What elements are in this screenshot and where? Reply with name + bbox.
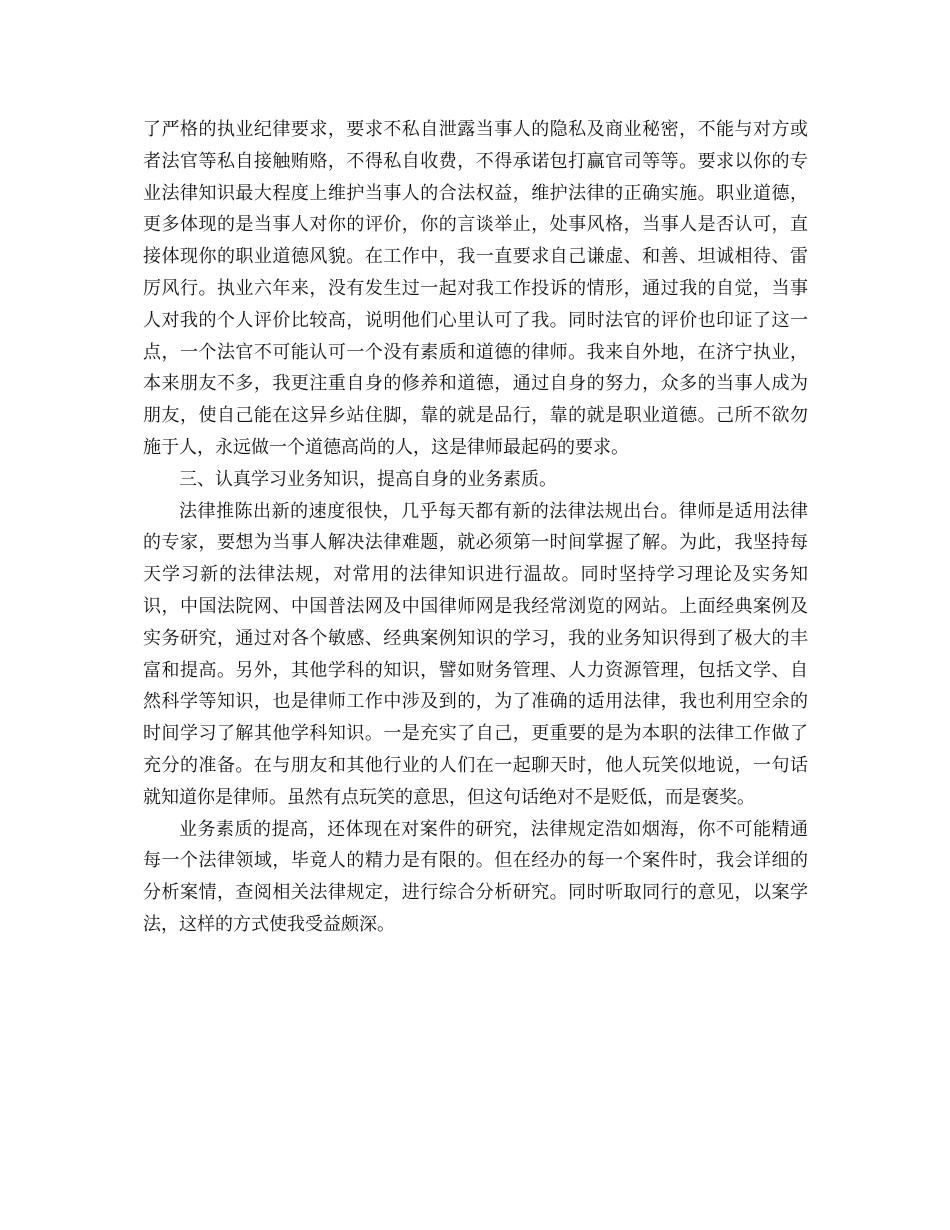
document-body — [143, 114, 808, 941]
paragraph-study-law: 法律推陈出新的速度很快，几乎每天都有新的法律法规出台。律师是适用法律的专家，要想为当事人解决法律难题，就必须第一时间掌握了解。为此，我坚持每天学习新的法律法规，对常用的法律知识进行温故。同时坚持学习理论及实务知识，中国法院网、中国普法网及中国律师网是我经常浏览的网站。上面经典案例及实务研究，通过对各个敏感、经典案例知识的学习，我的业务知识得到了极大的丰富和提高。另外，其他学科的知识，譬如财务管理、人力资源管理，包括文学、自然科学等知识，也是律师工作中涉及到的，为了准确的适用法律，我也利用空余的时间学习了解其他学科知识。一是充实了自己，更重要的是为本职的法律工作做了充分的准备。在与朋友和其他行业的人们在一起聊天时，他人玩笑似地说，一句话就知道你是律师。虽然有点玩笑的意思，但这句话绝对不是贬低，而是褒奖。 — [143, 500, 808, 808]
paragraph-professional-ethics: 了严格的执业纪律要求，要求不私自泄露当事人的隐私及商业秘密，不能与对方或者法官等私自接触贿赂，不得私自收费，不得承诺包打赢官司等等。要求以你的专业法律知识最大程度上维护当事人的合法权益，维护法律的正确实施。职业道德，更多体现的是当事人对你的评价，你的言谈举止，处事风格，当事人是否认可，直接体现你的职业道德风貌。在工作中，我一直要求自己谦虚、和善、坦诚相待、雷厉风行。执业六年来，没有发生过一起对我工作投诉的情形，通过我的自觉，当事人对我的个人评价比较高，说明他们心里认可了我。同时法官的评价也印证了这一点，一个法官不可能认可一个没有素质和道德的律师。我来自外地，在济宁执业，本来朋友不多，我更注重自身的修养和道德，通过自身的努力，众多的当事人成为朋友，使自己能在这异乡站住脚，靠的就是品行，靠的就是职业道德。己所不欲勿施于人，永远做一个道德高尚的人，这是律师最起码的要求。 — [143, 119, 808, 458]
paragraph-case-research: 业务素质的提高，还体现在对案件的研究，法律规定浩如烟海，你不可能精通每一个法律领域，毕竟人的精力是有限的。但在经办的每一个案件时，我会详细的分析案情，查阅相关法律规定，进行综合分析研究。同时听取同行的意见，以案学法，这样的方式使我受益颇深。 — [143, 818, 808, 935]
section-heading-three: 三、认真学习业务知识，提高自身的业务素质。 — [179, 468, 557, 490]
